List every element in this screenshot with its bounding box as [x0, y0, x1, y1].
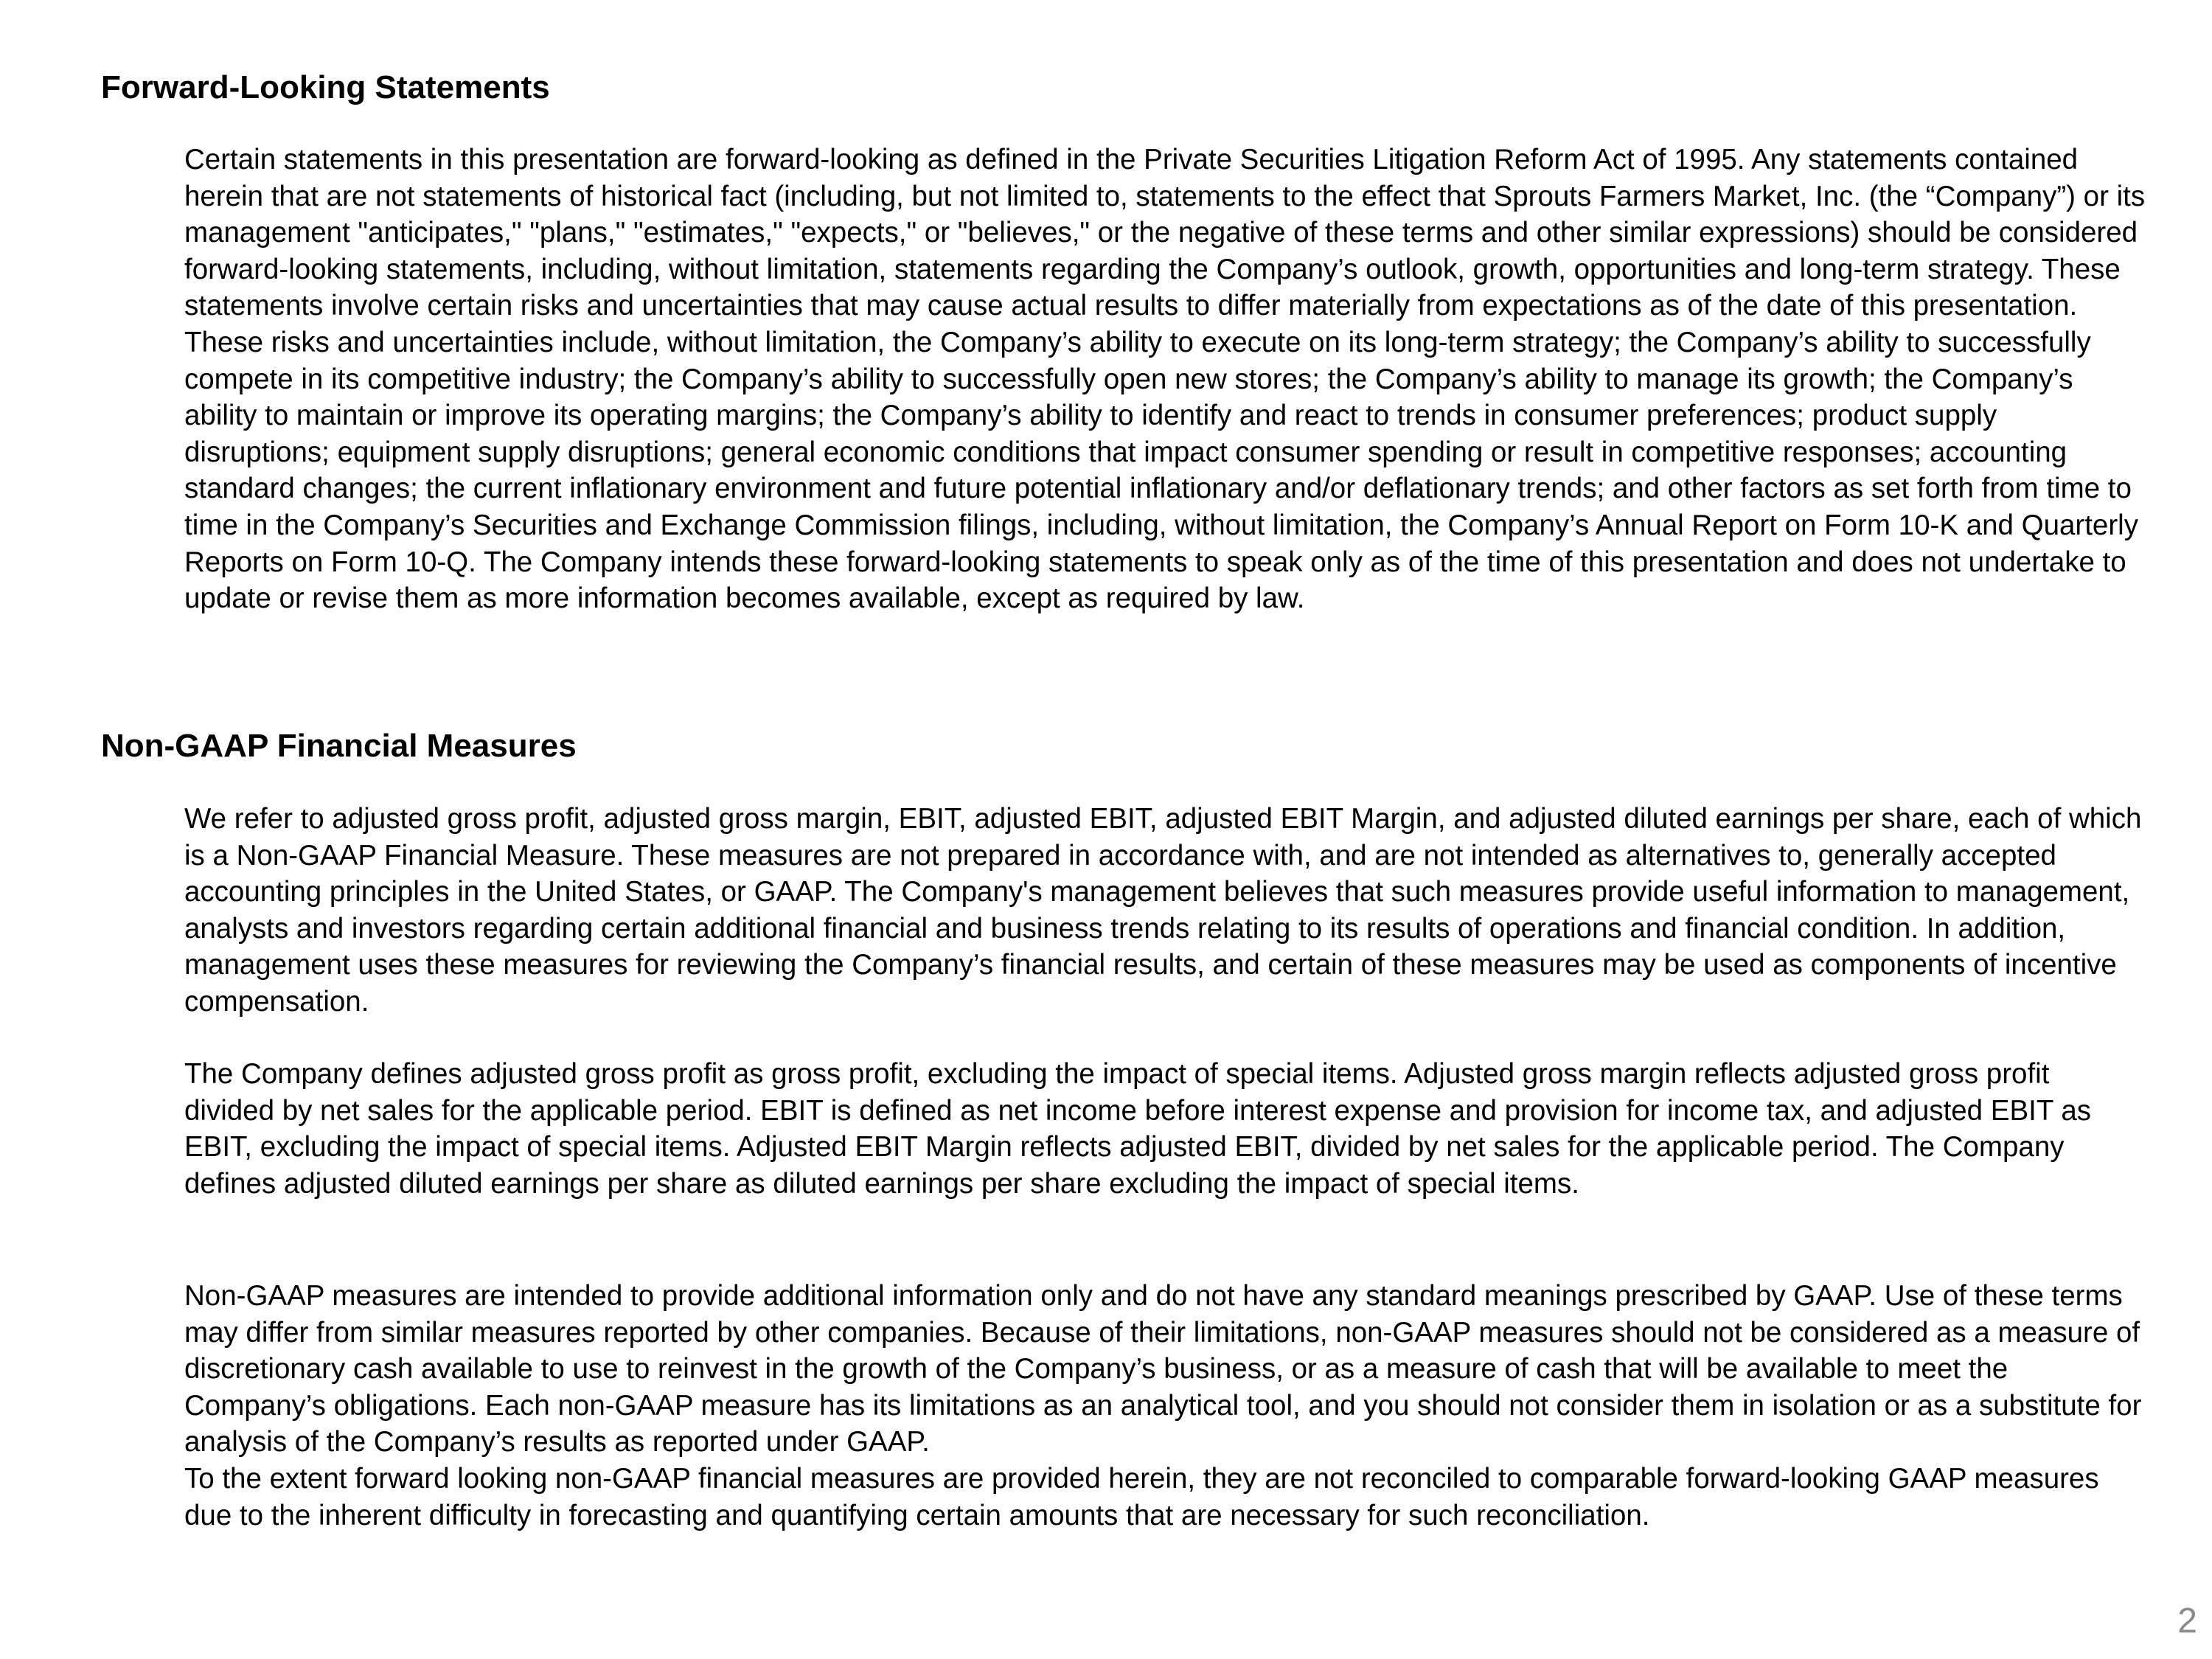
non-gaap-adjusted-measures-block	[184, 1056, 2146, 1202]
non-gaap-limitations-block	[184, 1278, 2146, 1534]
non-gaap-paragraph-2: The Company defines adjusted gross profit as gross profit, excluding the impact of special items. Adjusted gross margin reflects adjusted gross profit divided by net sales for the applicable period. EBIT is defined as net income before interest expense and provision for income tax, and adjusted EBIT as EBIT, excluding the impact of special items. Adjusted EBIT Margin reflects adjusted EBIT, divided by net sales for the applicable period. The Company defines adjusted diluted earnings per share as diluted earnings per share excluding the impact of special items.	[184, 1058, 2092, 1200]
forward-looking-statements-heading: Forward-Looking Statements	[101, 69, 550, 105]
page-number: 2	[2177, 1601, 2197, 1641]
forward-looking-statements-body	[184, 142, 2146, 617]
non-gaap-paragraph-3: Non-GAAP measures are intended to provide additional information only and do not have any standard meanings prescribed by GAAP. Use of these terms may differ from similar measures reported by other companies. Because of their limitations, non-GAAP measures should not be considered as a measure of discretionary cash available to use to reinvest in the growth of the Company’s business, or as a measure of cash that will be available to meet the Company’s obligations. Each non-GAAP measure has its limitations as an analytical tool, and you should not consider them in isolation or as a substitute for analysis of the Company’s results as reported under GAAP.	[184, 1280, 2142, 1458]
non-gaap-paragraph-4: To the extent forward looking non-GAAP financial measures are provided herein, they are not reconciled to comparable forward-looking GAAP measures due to the inherent difficulty in forecasting and quantifying certain amounts that are necessary for such reconciliation.	[184, 1462, 2099, 1531]
forward-looking-paragraph: Certain statements in this presentation are forward-looking as defined in the Private Securities Litigation Reform Act of 1995. Any statements contained herein that are not statements of historical fact (including, but not limited to, statements to the effect that Sprouts Farmers Market, Inc. (the “Company”) or its management "anticipates," "plans," "estimates," "expects," or "believes," or the negative of these terms and other similar expressions) should be considered forward-looking statements, including, without limitation, statements regarding the Company’s outlook, growth, opportunities and long-term strategy. These statements involve certain risks and uncertainties that may cause actual results to differ materially from expectations as of the date of this presentation. These risks and uncertainties include, without limitation, the Company’s ability to execute on its long-term strategy; the Company’s ability to successfully compete in its competitive industry; the Company’s ability to successfully open new stores; the Company’s ability to manage its growth; the Company’s ability to maintain or improve its operating margins; the Company’s ability to identify and react to trends in consumer preferences; product supply disruptions; equipment supply disruptions; general economic conditions that impact consumer spending or result in competitive responses; accounting standard changes; the current inflationary environment and future potential inflationary and/or deflationary trends; and other factors as set forth from time to time in the Company’s Securities and Exchange Commission filings, including, without limitation, the Company’s Annual Report on Form 10-K and Quarterly Reports on Form 10-Q. The Company intends these forward-looking statements to speak only as of the time of this presentation and does not undertake to update or revise them as more information becomes available, except as required by law.	[184, 144, 2146, 615]
non-gaap-definition-block	[184, 801, 2146, 1020]
non-gaap-financial-measures-heading: Non-GAAP Financial Measures	[101, 728, 577, 764]
non-gaap-paragraph-1: We refer to adjusted gross profit, adjusted gross margin, EBIT, adjusted EBIT, adjusted EBIT Margin, and adjusted diluted earnings per share, each of which is a Non-GAAP Financial Measure. These measures are not prepared in accordance with, and are not intended as alternatives to, generally accepted accounting principles in the United States, or GAAP. The Company's management believes that such measures provide useful information to management, analysts and investors regarding certain additional financial and business trends relating to its results of operations and financial condition. In addition, management uses these measures for reviewing the Company’s financial results, and certain of these measures may be used as components of incentive compensation.	[184, 803, 2142, 1018]
